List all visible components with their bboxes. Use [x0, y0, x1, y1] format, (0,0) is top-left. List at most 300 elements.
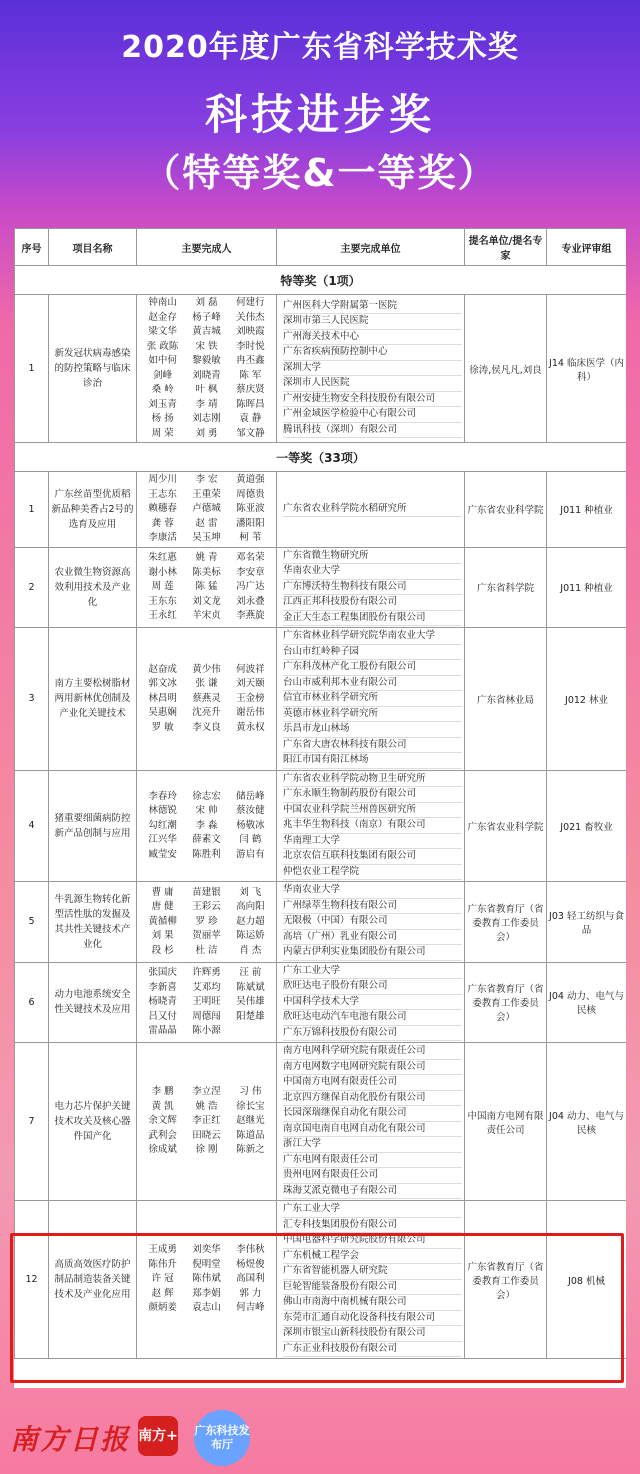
person-name: 黄道强: [236, 474, 265, 485]
person-name: 羊宋贞: [192, 610, 221, 621]
person-name: [229, 1024, 272, 1039]
person-name: 田晓云: [192, 1129, 221, 1141]
person-name: 李新喜: [148, 981, 177, 993]
person-name: 钟南山: [148, 297, 177, 308]
person-name: 陈 猛: [195, 581, 218, 592]
header-line2: 科技进步奖: [204, 90, 435, 139]
people-line: [139, 663, 274, 678]
person-name: 谢小林: [148, 566, 177, 578]
person-name: 杨 扬: [151, 413, 174, 424]
org-name: 欣旺达电子股份有限公司: [283, 979, 462, 995]
people-line: [139, 398, 274, 413]
highlight-frame: [10, 1233, 624, 1383]
person-name: 陈新之: [236, 1144, 265, 1156]
project-name: 电力芯片保护关键技术攻关及核心器件国产化: [49, 1043, 137, 1201]
person-name: 江兴华: [148, 834, 177, 845]
person-name: 徐 刚: [195, 1144, 218, 1156]
header-line1: 2020年度广东省科学技术奖: [121, 30, 519, 65]
nominator: 徐涛,侯凡凡,刘良: [465, 295, 547, 443]
person-name: 杜 洁: [195, 944, 218, 956]
col-nominator: 提名单位/提名专家: [465, 229, 547, 266]
person-name: 赵 辉: [151, 1287, 174, 1299]
person-name: 李 淼: [195, 819, 218, 831]
people-line: [139, 473, 274, 488]
person-name: 刘志刚: [192, 413, 221, 424]
col-orgs: 主要完成单位: [277, 229, 465, 266]
col-project: 项目名称: [49, 229, 137, 266]
tech-release-logo-text: 广东科技发布厅: [194, 1424, 250, 1451]
org-name: 广州安捷生物安全科技股份有限公司: [283, 392, 462, 408]
org-name: 中国电器科学研究院股份有限公司: [283, 1233, 462, 1249]
person-name: 艾邓均: [192, 981, 221, 993]
org-name: 中国南方电网有限责任公司: [283, 1075, 462, 1091]
person-name: 黎毅敏: [192, 355, 221, 366]
person-name: 许 冠: [151, 1273, 174, 1285]
org-name: 广州海关技术中心: [283, 330, 462, 346]
person-name: 赵继光: [236, 1115, 265, 1127]
people-line: [139, 966, 274, 981]
person-name: 何吉峰: [236, 1302, 265, 1314]
people-line: [139, 804, 274, 819]
org-name: 兆丰华生物科技（南京）有限公司: [283, 818, 462, 834]
person-name: 桑 岭: [151, 384, 174, 395]
person-name: 邹文静: [236, 427, 265, 439]
header: [0, 0, 640, 228]
review-panel: J011 种植业: [547, 472, 627, 548]
col-panel: 专业评审组: [547, 229, 627, 266]
org-name: 珠海艾派克微电子有限公司: [283, 1184, 462, 1200]
org-name: 广东工业大学: [283, 964, 462, 980]
person-name: 贺丽苹: [192, 930, 221, 941]
person-name: 罗 敏: [151, 721, 174, 733]
org-cell: [277, 1043, 465, 1201]
person-name: 黄循柳: [148, 915, 177, 927]
people-line: [139, 325, 274, 340]
people-line: [139, 340, 274, 355]
person-name: 李 宏: [195, 474, 218, 485]
people-line: [139, 981, 274, 996]
people-line: [139, 531, 274, 546]
person-name: 赖穗春: [148, 503, 177, 514]
people-line: [139, 311, 274, 326]
row-number: 1: [15, 472, 49, 548]
people-line: [139, 790, 274, 805]
person-name: 李义良: [192, 721, 221, 733]
person-name: 周德贵: [236, 488, 265, 500]
people-line: [139, 1143, 274, 1158]
people-line: [139, 1085, 274, 1100]
org-name: 欣旺达电动汽车电池有限公司: [283, 1010, 462, 1026]
review-panel: J012 林业: [547, 628, 627, 771]
person-name: 刘 磊: [195, 297, 218, 308]
org-name: 金正大生态工程集团股份有限公司: [283, 611, 462, 627]
person-name: 杨煜俊: [236, 1258, 265, 1270]
people-line: [139, 551, 274, 566]
org-cell: [277, 882, 465, 963]
person-name: 赵 雷: [195, 517, 218, 529]
org-name: 南京国电南自电网自动化有限公司: [283, 1122, 462, 1138]
people-cell: [137, 472, 277, 548]
person-name: 陈美标: [192, 566, 221, 578]
org-name: 南方电网科学研究院有限责任公司: [283, 1044, 462, 1060]
org-name: 汇专科技集团股份有限公司: [283, 1218, 462, 1234]
person-name: 李 鹏: [151, 1086, 174, 1098]
footer: [0, 1400, 640, 1474]
people-line: [139, 995, 274, 1010]
person-name: 王永红: [148, 610, 177, 621]
org-name: 信宜市林业科学研究所: [283, 691, 462, 707]
nominator: 广东省科学院: [465, 547, 547, 628]
person-name: 刘文龙: [192, 595, 221, 607]
person-name: 李时悦: [236, 340, 265, 352]
org-name: 广东机械工程学会: [283, 1249, 462, 1265]
org-name: 深圳大学: [283, 361, 462, 377]
project-name: 新发冠状病毒感染的防控策略与临床诊治: [49, 295, 137, 443]
org-name: 深圳市第三人民医院: [283, 314, 462, 330]
person-name: 李 靖: [195, 398, 218, 410]
person-name: 关伟杰: [236, 311, 265, 323]
org-name: 广东省疾病预防控制中心: [283, 345, 462, 361]
col-people: 主要完成人: [137, 229, 277, 266]
person-name: 陈伟升: [148, 1258, 177, 1270]
people-line: [139, 354, 274, 369]
project-name: 广东丝苗型优质稻新品种美香占2号的选育及应用: [49, 472, 137, 548]
person-name: 李春玲: [148, 790, 177, 802]
person-name: 吴伟雄: [236, 996, 265, 1007]
table-row: [15, 882, 627, 963]
org-name: 高培（广州）乳业有限公司: [283, 930, 462, 946]
person-name: 李伟秋: [236, 1244, 265, 1256]
person-name: 高向阳: [236, 901, 265, 912]
people-line: [139, 886, 274, 901]
nominator: 广东省教育厅（省委教育工作委员会）: [465, 1201, 547, 1359]
person-name: 曹 庸: [151, 886, 174, 898]
nominator: 广东省教育厅（省委教育工作委员会）: [465, 882, 547, 963]
person-name: 潘阳阳: [236, 517, 265, 529]
person-name: 唐 健: [151, 901, 174, 912]
table-body: [15, 266, 627, 1359]
person-name: 袁 静: [239, 413, 262, 424]
person-name: 张 谦: [195, 678, 218, 689]
org-name: 广州绿萃生物科技有限公司: [283, 899, 462, 915]
people-line: [139, 706, 274, 721]
person-name: 黄吉城: [192, 326, 221, 337]
header-line3: （特等奖&一等奖）: [142, 151, 498, 195]
project-name: 动力电池系统安全性关键技术及应用: [49, 962, 137, 1043]
person-name: 李正红: [192, 1115, 221, 1127]
person-name: 姚 浩: [195, 1100, 218, 1112]
person-name: 林昌明: [148, 692, 177, 704]
nominator: 广东省林业局: [465, 628, 547, 771]
person-name: 张 政陈: [146, 340, 179, 352]
people-line: [139, 427, 274, 442]
org-name: 广东省农业科学院动物卫生研究所: [283, 772, 462, 788]
person-name: 杨敬冰: [236, 819, 265, 831]
person-name: 周少川: [148, 474, 177, 485]
review-panel: J04 动力、电气与民核: [547, 962, 627, 1043]
people-line: [139, 900, 274, 915]
person-name: 刘天颐: [236, 678, 265, 689]
person-name: 蔡庆贤: [236, 384, 265, 395]
person-name: 刘奕华: [192, 1244, 221, 1256]
org-name: 广东省农业科学院水稻研究所: [283, 502, 462, 518]
nanfang-plus-logo: 南方+: [138, 1416, 178, 1456]
org-name: 仲恺农业工程学院: [283, 865, 462, 881]
person-name: 武利会: [148, 1129, 177, 1141]
people-line: [139, 369, 274, 384]
people-line: [139, 692, 274, 707]
nominator: 广东省教育厅（省委教育工作委员会）: [465, 962, 547, 1043]
person-name: 苗建银: [192, 886, 221, 898]
row-number: 5: [15, 882, 49, 963]
org-name: 广州金域医学检验中心有限公司: [283, 407, 462, 423]
people-cell: [137, 628, 277, 771]
person-name: 闫 鹤: [239, 834, 262, 845]
person-name: 徐志宏: [192, 790, 221, 802]
table-row: [15, 295, 627, 443]
people-line: [139, 1010, 274, 1025]
people-line: [139, 488, 274, 503]
table-header-row: [15, 229, 627, 266]
table-row: [15, 962, 627, 1043]
person-name: 余文辉: [148, 1115, 177, 1127]
people-line: [139, 383, 274, 398]
person-name: 剑峰: [153, 369, 173, 381]
org-name: 无限极（中国）有限公司: [283, 914, 462, 930]
project-name: 高质高效医疗防护制品制造装备关键技术及产业化应用: [49, 1201, 137, 1359]
review-panel: J011 种植业: [547, 547, 627, 628]
section-title: 一等奖（33项）: [15, 443, 627, 472]
people-line: [139, 819, 274, 834]
person-name: 邓名荣: [236, 552, 265, 563]
person-name: 林德锐: [148, 805, 177, 816]
person-name: 张国庆: [148, 967, 177, 978]
people-cell: [137, 962, 277, 1043]
people-line: [139, 1129, 274, 1144]
person-name: 陈亚波: [236, 503, 265, 514]
person-name: 卢德城: [192, 503, 221, 514]
org-name: 江西正邦科技股份有限公司: [283, 595, 462, 611]
org-name: 广东博沃特生物科技有限公司: [283, 580, 462, 596]
person-name: 蔡燕灵: [192, 692, 221, 704]
person-name: 沈亮升: [192, 707, 221, 718]
row-number: 3: [15, 628, 49, 771]
person-name: 吴惠娴: [148, 707, 177, 718]
person-name: 吕又付: [148, 1010, 177, 1022]
org-name: 广州医科大学附属第一医院: [283, 299, 462, 315]
person-name: 陈伟斌: [192, 1273, 221, 1285]
org-name: 阳江市国有阳江林场: [283, 753, 462, 769]
person-name: 袁志山: [192, 1302, 221, 1314]
project-name: 南方主要松树脂材两用新林优创制及产业化关键技术: [49, 628, 137, 771]
review-panel: J04 动力、电气与民核: [547, 1043, 627, 1201]
table-row: [15, 472, 627, 548]
people-line: [139, 566, 274, 581]
org-cell: [277, 962, 465, 1043]
org-cell: [277, 295, 465, 443]
person-name: 王金榜: [236, 692, 265, 704]
person-name: 习 伟: [239, 1086, 262, 1098]
person-name: 陈运娇: [236, 930, 265, 941]
person-name: 徐成斌: [148, 1144, 177, 1156]
row-number: 1: [15, 295, 49, 443]
person-name: 赵力超: [236, 915, 265, 927]
person-name: 周德闯: [192, 1010, 221, 1022]
org-name: 华南农业大学: [283, 883, 462, 899]
section-row: [15, 266, 627, 295]
org-name: 腾讯科技（深圳）有限公司: [283, 423, 462, 439]
person-name: 王彩云: [192, 901, 221, 912]
person-name: 姚 青: [195, 552, 218, 563]
person-name: 徐长宝: [236, 1100, 265, 1112]
person-name: 叶 枫: [195, 384, 218, 395]
people-cell: [137, 1043, 277, 1201]
people-line: [139, 833, 274, 848]
section-row: [15, 443, 627, 472]
person-name: 郭 力: [239, 1287, 262, 1299]
row-number: 4: [15, 770, 49, 882]
people-cell: [137, 770, 277, 882]
org-name: 广东工业大学: [283, 1202, 462, 1218]
person-name: 刘玉青: [148, 398, 177, 410]
person-name: 如中何: [148, 355, 177, 366]
person-name: 段 杉: [151, 944, 174, 956]
project-name: 农业微生物资源高效利用技术及产业化: [49, 547, 137, 628]
person-name: 肖 杰: [239, 944, 262, 956]
person-name: 刘 飞: [239, 886, 262, 898]
person-name: 陈胜利: [192, 848, 221, 860]
person-name: 李燕旋: [236, 610, 265, 621]
person-name: 陈 军: [239, 369, 262, 381]
person-name: 黄 凯: [151, 1100, 174, 1112]
org-name: 台山市威利邦木业有限公司: [283, 676, 462, 692]
person-name: 黄少伟: [192, 663, 221, 675]
person-name: 陈斌斌: [236, 981, 265, 993]
person-name: 宋 铁: [195, 340, 218, 352]
people-line: [139, 609, 274, 624]
person-name: 蔡汝健: [236, 805, 265, 816]
person-name: 李安章: [236, 566, 265, 578]
person-name: 郭文冰: [148, 678, 177, 689]
org-name: 广东正业科技股份有限公司: [283, 1342, 462, 1358]
person-name: 许辉勇: [192, 967, 221, 978]
org-name: 中国农业科学院兰州兽医研究所: [283, 803, 462, 819]
org-name: 台山市红岭种子园: [283, 645, 462, 661]
org-name: 华南农业大学: [283, 564, 462, 580]
people-line: [139, 412, 274, 427]
org-name: 广东省微生物研究所: [283, 549, 462, 565]
person-name: 杨子峰: [192, 311, 221, 323]
org-name: 深圳市银宝山新科技股份有限公司: [283, 1326, 462, 1342]
org-name: 广东省智能机器人研究院: [283, 1264, 462, 1280]
person-name: 梁文华: [148, 326, 177, 337]
person-name: 倪明堂: [192, 1258, 221, 1270]
person-name: 何建行: [236, 297, 265, 308]
org-name: 东莞市汇通自动化设备科技有限公司: [283, 1311, 462, 1327]
person-name: 汪 前: [239, 967, 262, 978]
person-name: 储岳峰: [236, 790, 265, 802]
person-name: 朱红惠: [148, 552, 177, 563]
nominator: 广东省农业科学院: [465, 770, 547, 882]
table-row: [15, 770, 627, 882]
person-name: 刘 勇: [195, 427, 218, 439]
people-line: [139, 848, 274, 863]
org-name: 中国科学技术大学: [283, 995, 462, 1011]
org-cell: [277, 628, 465, 771]
row-number: 2: [15, 547, 49, 628]
people-line: [139, 595, 274, 610]
person-name: 谢岳伟: [236, 707, 265, 718]
people-cell: [137, 295, 277, 443]
people-line: [139, 929, 274, 944]
person-name: 周 莲: [151, 581, 174, 592]
person-name: 刘映霞: [236, 326, 265, 337]
person-name: 黄永权: [236, 721, 265, 733]
org-name: 北京四方继保自动化股份有限公司: [283, 1091, 462, 1107]
org-name: 长园深瑞继保自动化有限公司: [283, 1106, 462, 1122]
org-name: 广东永顺生物制药股份有限公司: [283, 787, 462, 803]
org-name: 贵州电网有限责任公司: [283, 1168, 462, 1184]
person-name: 冯广达: [236, 581, 265, 592]
people-cell: [137, 882, 277, 963]
person-name: 王成勇: [148, 1244, 177, 1256]
person-name: 颜炳姜: [148, 1302, 177, 1314]
org-name: 广东省林业科学研究院华南农业大学: [283, 629, 462, 645]
person-name: 赵奋成: [148, 663, 177, 675]
org-name: 深圳市人民医院: [283, 376, 462, 392]
person-name: 赵金存: [148, 311, 177, 323]
org-name: 广东万锦科技股份有限公司: [283, 1026, 462, 1042]
person-name: 游启有: [236, 848, 265, 860]
person-name: 吴玉坤: [192, 532, 221, 543]
nominator: 广东省农业科学院: [465, 472, 547, 548]
org-name: 佛山市南海中南机械有限公司: [283, 1295, 462, 1311]
org-name: 广东省大唐农林科技有限公司: [283, 738, 462, 754]
org-cell: [277, 547, 465, 628]
table-row: [15, 547, 627, 628]
person-name: 何波祥: [236, 663, 265, 675]
nominator: 中国南方电网有限责任公司: [465, 1043, 547, 1201]
person-name: 陈道品: [236, 1129, 265, 1141]
people-line: [139, 721, 274, 736]
section-title: 特等奖（1项）: [15, 266, 627, 295]
person-name: 高国利: [236, 1273, 265, 1285]
org-name: 华南理工大学: [283, 834, 462, 850]
people-line: [139, 1114, 274, 1129]
org-name: 南方电网数字电网研究院有限公司: [283, 1060, 462, 1076]
person-name: 冉丕鑫: [236, 355, 265, 366]
project-name: 猪重要细菌病防控新产品创制与应用: [49, 770, 137, 882]
people-line: [139, 1024, 274, 1039]
person-name: 李康活: [148, 532, 177, 543]
person-name: 王志东: [148, 488, 177, 500]
person-name: 柯 苇: [239, 532, 262, 543]
row-number: 12: [15, 1201, 49, 1359]
person-name: 王重荣: [192, 488, 221, 500]
table-row: [15, 628, 627, 771]
person-name: 陈小源: [192, 1025, 221, 1036]
person-name: 王东东: [148, 595, 177, 607]
table-row: [15, 1043, 627, 1201]
award-table-sheet: [14, 228, 626, 1388]
person-name: 李立涅: [192, 1086, 221, 1098]
people-line: [139, 944, 274, 959]
org-name: 巨轮智能装备股份有限公司: [283, 1280, 462, 1296]
people-line: [139, 502, 274, 517]
person-name: 陈晖昌: [236, 398, 265, 410]
org-name: 内蒙古伊利实业集团股份有限公司: [283, 945, 462, 961]
project-name: 牛乳源生物转化新型活性肽的发掘及其共性关键技术产业化: [49, 882, 137, 963]
